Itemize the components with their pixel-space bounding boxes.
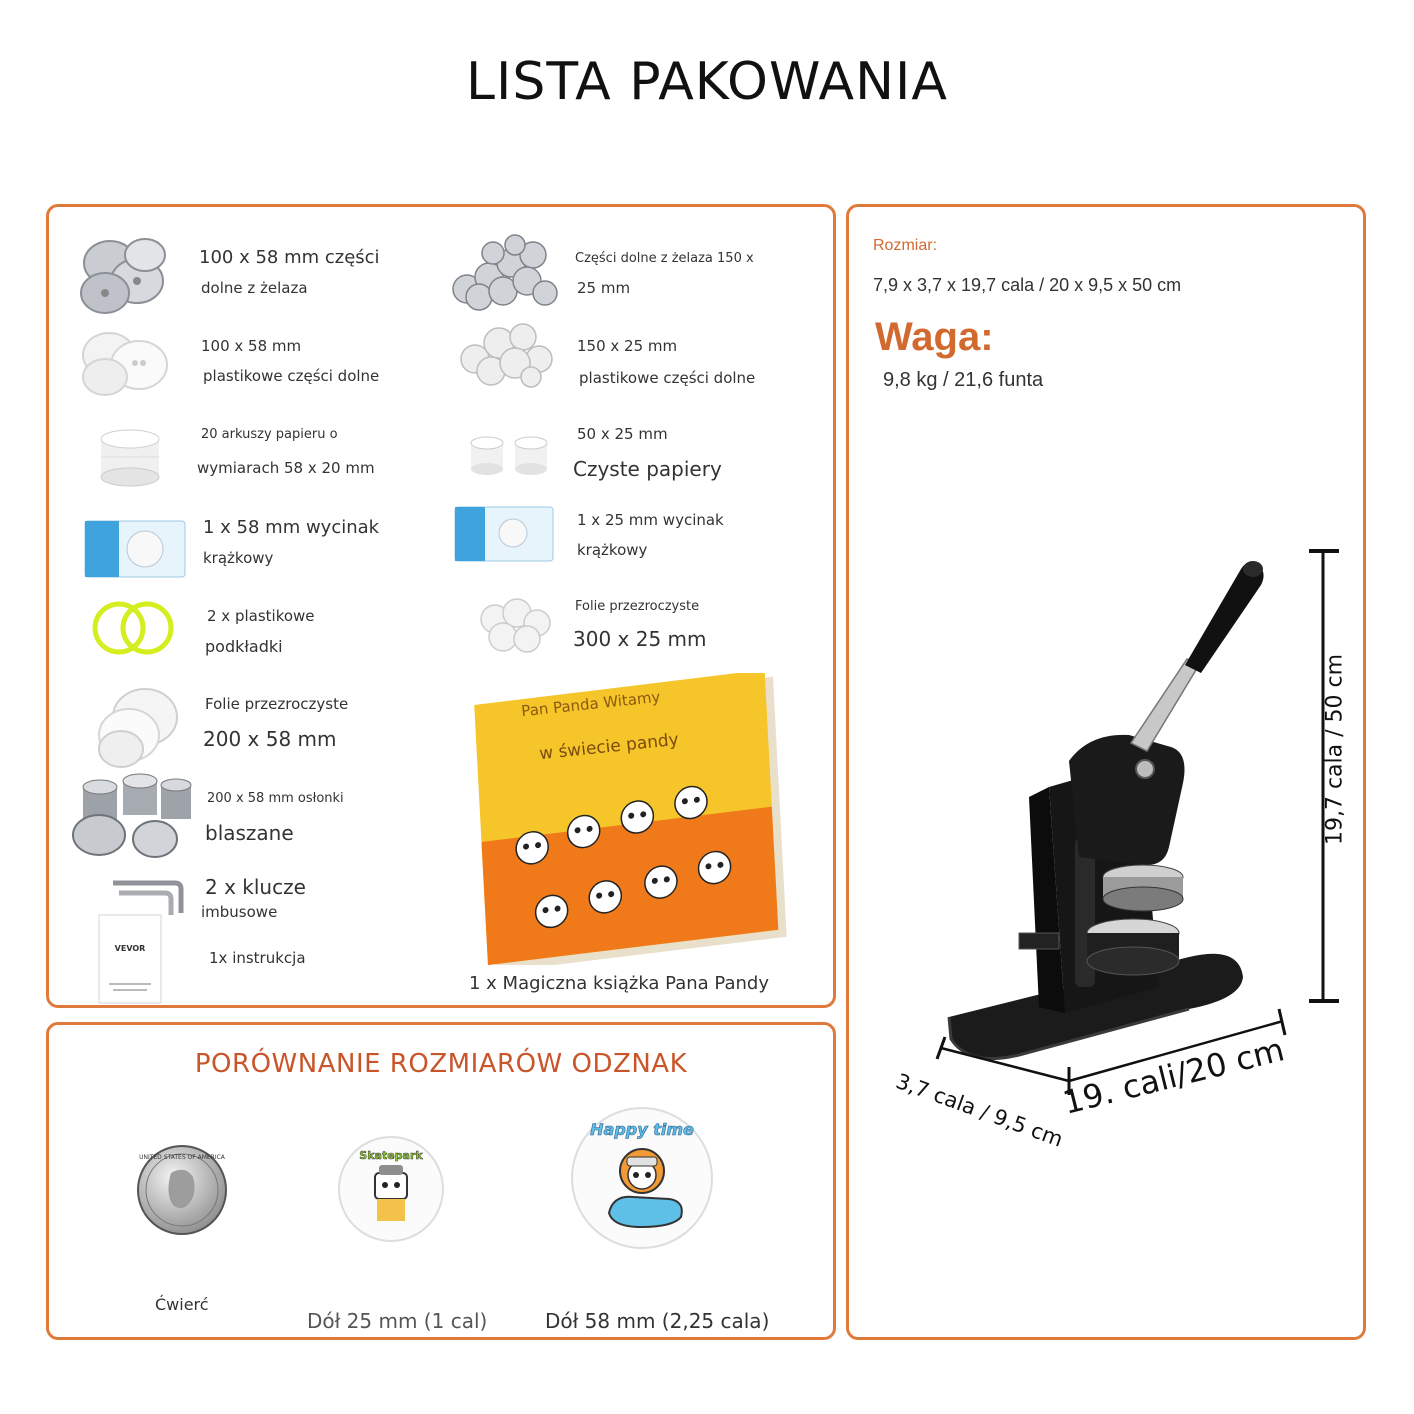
right-item-4-line2: krążkowy	[577, 541, 648, 559]
paper-sheets-58-icon	[97, 417, 163, 489]
right-item-2-line1: 150 x 25 mm	[577, 337, 678, 355]
badge-58-text: Happy time	[590, 1120, 694, 1139]
right-item-6: 1 x Magiczna książka Pana Pandy	[469, 973, 769, 994]
instruction-manual-icon	[97, 913, 163, 1005]
left-item-5-line2: podkładki	[205, 637, 283, 656]
plastic-bottom-parts-58-icon	[77, 325, 175, 399]
weight-label: Waga:	[875, 315, 994, 359]
left-item-4-line2: krążkowy	[203, 549, 274, 567]
plastic-washers-icon	[89, 599, 177, 657]
left-item-3-line1: 20 arkuszy papieru o	[201, 427, 338, 442]
tin-shells-58-icon	[69, 773, 195, 859]
right-item-5-line2: 300 x 25 mm	[573, 627, 707, 651]
left-item-7-line1: 200 x 58 mm osłonki	[207, 791, 344, 806]
left-item-8-line1: 2 x klucze	[205, 875, 306, 899]
right-item-1-line2: 25 mm	[577, 279, 631, 297]
badge-58mm-label: Dół 58 mm (2,25 cala)	[545, 1309, 770, 1333]
left-item-7-line2: blaszane	[205, 821, 294, 845]
badge-25mm-label: Dół 25 mm (1 cal)	[307, 1309, 488, 1333]
right-item-2-line2: plastikowe części dolne	[579, 369, 756, 387]
left-item-2-line1: 100 x 58 mm	[201, 337, 302, 355]
left-item-6-line1: Folie przezroczyste	[205, 695, 349, 713]
size-label: Rozmiar:	[873, 237, 938, 254]
badge-25mm-icon	[335, 1133, 447, 1245]
coin-text: UNITED STATES OF AMERICA	[139, 1154, 225, 1161]
left-item-2-line2: plastikowe części dolne	[203, 367, 380, 385]
left-item-6-line2: 200 x 58 mm	[203, 727, 337, 751]
page-title: LISTA PAKOWANIA	[466, 52, 948, 112]
height-dimension-label: 19,7 cala / 50 cm	[1322, 653, 1348, 846]
weight-value: 9,8 kg / 21,6 funta	[883, 369, 1044, 391]
left-item-1-line2: dolne z żelaza	[201, 279, 308, 297]
specifications-panel	[846, 204, 1366, 1340]
book-title-line2: w świecie pandy	[538, 729, 680, 765]
right-item-1-line1: Części dolne z żelaza 150 x	[575, 251, 754, 266]
right-item-4-line1: 1 x 25 mm wycinak	[577, 511, 724, 529]
panda-book-icon	[469, 673, 799, 965]
depth-dimension-label: 3,7 cala / 9,5 cm	[892, 1069, 1067, 1152]
iron-bottom-parts-58-icon	[75, 233, 175, 321]
clear-films-58-icon	[93, 683, 183, 773]
manual-brand: VEVOR	[114, 944, 146, 953]
left-item-1-line1: 100 x 58 mm części	[199, 247, 380, 268]
right-item-3-line1: 50 x 25 mm	[577, 425, 668, 443]
book-title-line1: Pan Panda Witamy	[520, 687, 662, 721]
left-item-3-line2: wymiarach 58 x 20 mm	[197, 459, 375, 477]
quarter-coin-icon	[135, 1143, 229, 1237]
left-item-4-line1: 1 x 58 mm wycinak	[203, 517, 380, 538]
iron-bottom-parts-25-icon	[445, 233, 561, 313]
size-value: 7,9 x 3,7 x 19,7 cala / 20 x 9,5 x 50 cm	[873, 275, 1182, 295]
plastic-bottom-parts-25-icon	[455, 319, 555, 389]
clear-films-25-icon	[477, 597, 553, 655]
comparison-title: PORÓWNANIE ROZMIARÓW ODZNAK	[194, 1049, 688, 1079]
left-item-8-line2: imbusowe	[201, 903, 278, 921]
right-item-3-line2: Czyste papiery	[573, 457, 722, 481]
circle-cutter-25-icon	[453, 505, 555, 563]
right-item-5-line1: Folie przezroczyste	[575, 599, 700, 614]
quarter-label: Ćwierć	[155, 1295, 209, 1314]
left-item-9: 1x instrukcja	[209, 949, 306, 967]
packing-list-panel	[46, 204, 836, 1008]
blank-papers-25-icon	[467, 433, 553, 479]
left-item-5-line1: 2 x plastikowe	[207, 607, 315, 625]
width-dimension-label: 19. cali/20 cm	[1059, 1030, 1288, 1122]
badge-size-comparison-panel	[46, 1022, 836, 1340]
circle-cutter-58-icon	[83, 519, 187, 579]
badge-58mm-icon	[569, 1105, 715, 1251]
badge-25-text: Skatepark	[359, 1149, 423, 1162]
